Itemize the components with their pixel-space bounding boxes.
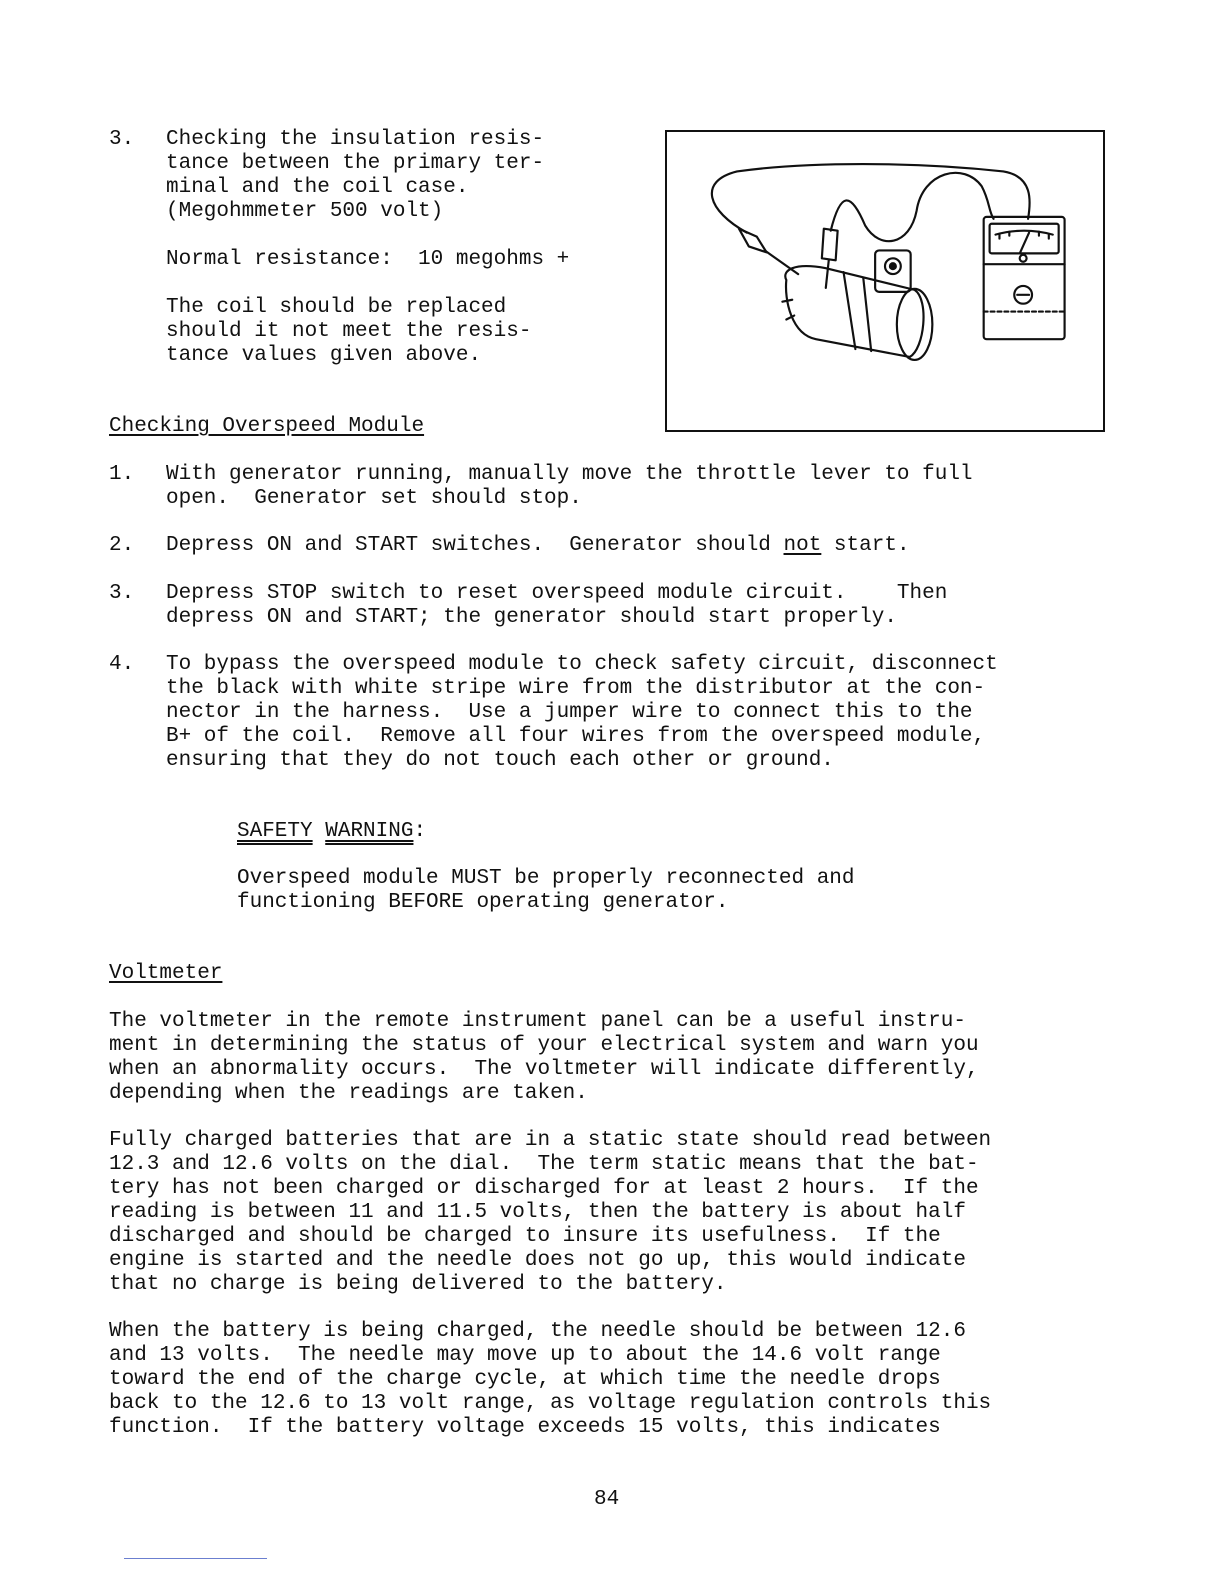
test-lead-right xyxy=(831,173,994,241)
text-line: When the battery is being charged, the needle should be between 12.6 xyxy=(109,1320,966,1343)
text-line: toward the end of the charge cycle, at which time the needle drops xyxy=(109,1368,941,1391)
step-2-text: Depress ON and START switches. Generator should xyxy=(166,534,784,557)
voltmeter-paragraph xyxy=(109,1010,979,1106)
text-line: tance between the primary ter- xyxy=(166,152,545,175)
text-line: discharged and should be charged to insure its usefulness. If the xyxy=(109,1225,941,1248)
step-number: 2. xyxy=(109,534,135,557)
step-2 xyxy=(166,534,910,558)
divider xyxy=(124,1558,267,1559)
text-line: tery has not been charged or discharged for at least 2 hours. If the xyxy=(109,1177,979,1200)
text-line: that no charge is being delivered to the battery. xyxy=(109,1273,727,1296)
step-2-text-end: start. xyxy=(821,534,910,557)
page-number: 84 xyxy=(594,1488,620,1511)
voltmeter-paragraph xyxy=(109,1129,991,1297)
megohmmeter-drawing xyxy=(667,132,1103,430)
megohmmeter-illustration xyxy=(665,130,1105,432)
text-line: 12.3 and 12.6 volts on the dial. The term static means that the bat- xyxy=(109,1153,979,1176)
text-line: With generator running, manually move the throttle lever to full xyxy=(166,463,973,486)
text-line: should it not meet the resis- xyxy=(166,320,532,343)
text-line: depending when the readings are taken. xyxy=(109,1082,588,1105)
text-line: tance values given above. xyxy=(166,344,482,367)
test-lead-left xyxy=(712,164,1030,233)
text-line: back to the 12.6 to 13 volt range, as voltage regulation controls this xyxy=(109,1392,992,1415)
text-line: Overspeed module MUST be properly reconnected and xyxy=(237,867,855,890)
text-line: depress ON and START; the generator should start properly. xyxy=(166,606,897,629)
emphasis-not: not xyxy=(783,534,822,557)
probe-left-icon xyxy=(739,229,798,274)
warning-word-safety: SAFETY xyxy=(237,820,313,843)
text-line: open. Generator set should stop. xyxy=(166,487,582,510)
normal-resistance: Normal resistance: 10 megohms + xyxy=(166,248,570,271)
text-line: when an abnormality occurs. The voltmeter will indicate differently, xyxy=(109,1058,979,1081)
text-line: (Megohmmeter 500 volt) xyxy=(166,200,444,223)
text-line: the black with white stripe wire from the distributor at the con- xyxy=(166,677,986,700)
step-4 xyxy=(166,653,998,773)
text-line: The voltmeter in the remote instrument panel can be a useful instru- xyxy=(109,1010,966,1033)
item-number: 3. xyxy=(109,128,135,151)
safety-warning-title xyxy=(237,820,426,844)
step-1 xyxy=(166,463,973,511)
text-line: Fully charged batteries that are in a static state should read between xyxy=(109,1129,992,1152)
probe-right-icon xyxy=(822,229,838,288)
warning-word-warning: WARNING xyxy=(325,820,414,843)
text-line: B+ of the coil. Remove all four wires from the overspeed module, xyxy=(166,725,986,748)
text-line: reading is between 11 and 11.5 volts, then the battery is about half xyxy=(109,1201,966,1224)
text-line: ensuring that they do not touch each other or ground. xyxy=(166,749,834,772)
text-line: minal and the coil case. xyxy=(166,176,469,199)
step-number: 4. xyxy=(109,653,135,676)
text-line: Depress STOP switch to reset overspeed module circuit. Then xyxy=(166,582,948,605)
text-line: The coil should be replaced xyxy=(166,296,507,319)
text-line: and 13 volts. The needle may move up to about the 14.6 volt range xyxy=(109,1344,941,1367)
text-line: nector in the harness. Use a jumper wire to connect this to the xyxy=(166,701,973,724)
text-line: ment in determining the status of your electrical system and warn you xyxy=(109,1034,979,1057)
voltmeter-heading: Voltmeter xyxy=(109,962,223,985)
text-line: function. If the battery voltage exceeds 15 volts, this indicates xyxy=(109,1416,941,1439)
overspeed-heading: Checking Overspeed Module xyxy=(109,415,425,438)
replace-note xyxy=(166,296,531,368)
text-line: To bypass the overspeed module to check safety circuit, disconnect xyxy=(166,653,998,676)
voltmeter-paragraph xyxy=(109,1320,991,1440)
coil-description xyxy=(166,128,622,224)
megohmmeter-icon xyxy=(984,217,1065,339)
step-3 xyxy=(166,582,947,630)
text-line: functioning BEFORE operating generator. xyxy=(237,891,729,914)
step-number: 3. xyxy=(109,582,135,605)
text-line: engine is started and the needle does not go up, this would indicate xyxy=(109,1249,966,1272)
safety-warning-text xyxy=(237,867,855,915)
text-line: Checking the insulation resis- xyxy=(166,128,545,151)
step-number: 1. xyxy=(109,463,135,486)
warning-colon: : xyxy=(413,820,427,843)
ignition-coil-icon xyxy=(782,250,932,360)
